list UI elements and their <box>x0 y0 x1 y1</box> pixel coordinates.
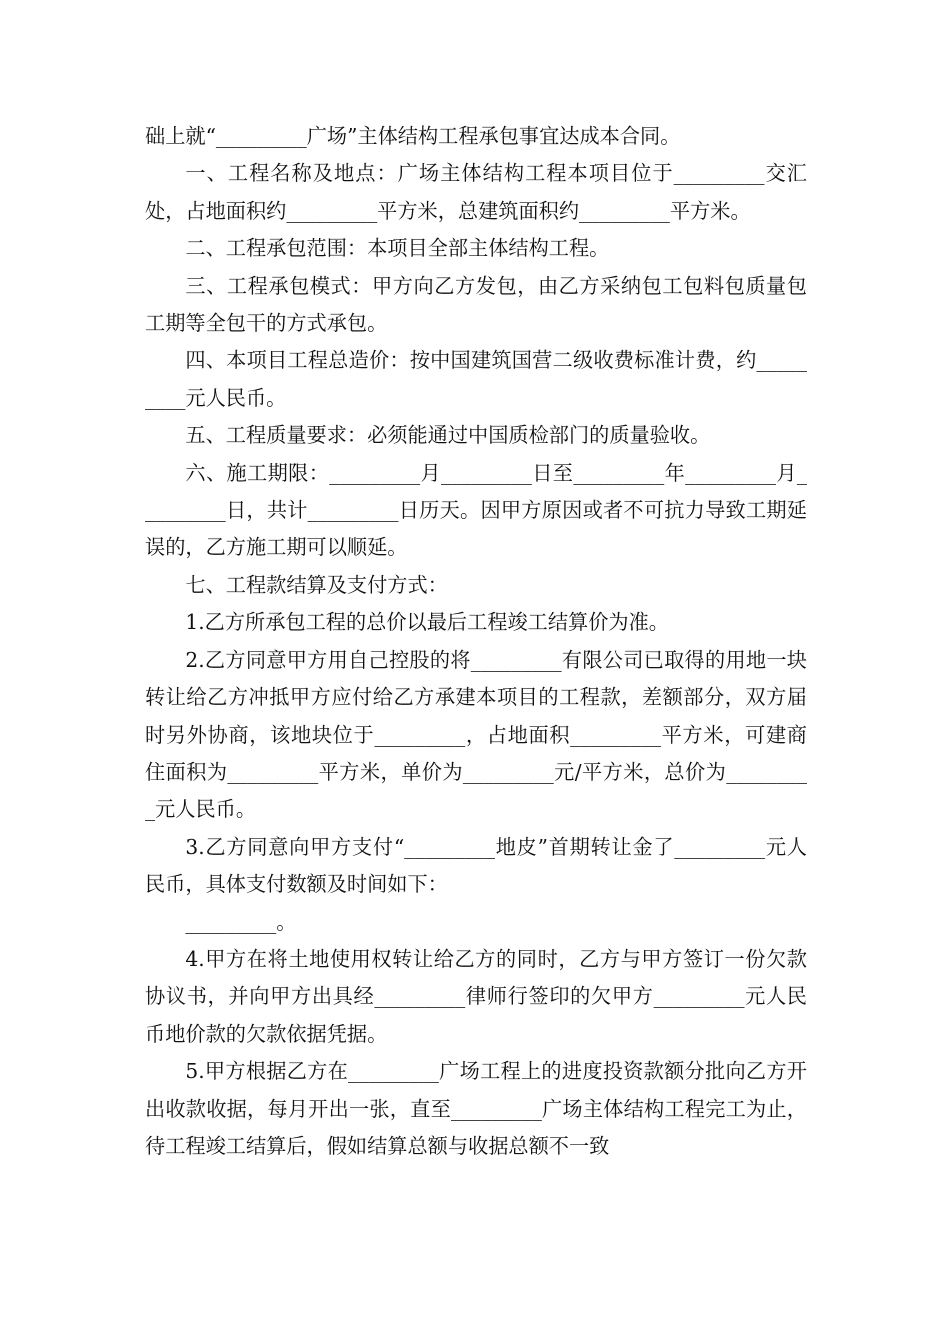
paragraph-text: _________。 <box>185 909 297 934</box>
paragraph-payment-heading <box>145 567 807 604</box>
paragraph-contract-mode <box>145 268 807 343</box>
paragraph-construction-period <box>145 455 807 567</box>
paragraph-clause-5 <box>145 1053 807 1165</box>
paragraph-project-name-location <box>145 155 807 230</box>
paragraph-quality <box>145 417 807 454</box>
paragraph-text: 一、工程名称及地点：广场主体结构工程本项目位于_________交汇处，占地面积约_________平方米，总建筑面积约_________平方米。 <box>145 161 807 223</box>
paragraph-clause-2 <box>145 642 807 829</box>
paragraph-text: 三、工程承包模式：甲方向乙方发包，由乙方采纳包工包料包质量包工期等全包干的方式承包。 <box>145 273 807 336</box>
paragraph-text: 六、施工期限：_________月_________日至_________年_________月_________日，共计_________日历天。因甲方原因或者不可抗力导致工期延误的，乙方施工期可以顺延。 <box>145 460 807 560</box>
paragraph-text: 2.乙方同意甲方用自己控股的将_________有限公司已取得的用地一块转让给乙方冲抵甲方应付给乙方承建本项目的工程款，差额部分，双方届时另外协商，该地块位于_________，占地面积_________平方米，可建商住面积为_________平方米，单价为_________元/平方米，总价为_________元人民币。 <box>145 647 807 822</box>
paragraph-clause-3 <box>145 829 807 904</box>
paragraph-text: 四、本项目工程总造价：按中国建筑国营二级收费标准计费，约_________元人民币。 <box>145 348 807 410</box>
contract-page <box>145 118 807 1165</box>
paragraph-text: 二、工程承包范围：本项目全部主体结构工程。 <box>185 236 610 261</box>
paragraph-text: 1.乙方所承包工程的总价以最后工程竣工结算价为准。 <box>185 610 669 635</box>
paragraph-intro <box>145 118 807 155</box>
paragraph-scope <box>145 230 807 267</box>
paragraph-text: 五、工程质量要求：必须能通过中国质检部门的质量验收。 <box>185 423 711 448</box>
paragraph-total-cost <box>145 342 807 417</box>
paragraph-clause-1 <box>145 604 807 641</box>
paragraph-clause-4 <box>145 941 807 1053</box>
paragraph-text: 5.甲方根据乙方在_________广场工程上的进度投资款额分批向乙方开出收款收据，每月开出一张，直至_________广场主体结构工程完工为止，待工程竣工结算后，假如结算总额与收据总额不一致 <box>145 1059 807 1158</box>
paragraph-payment-blank <box>145 904 807 941</box>
paragraph-text: 4.甲方在将土地使用权转让给乙方的同时，乙方与甲方签订一份欠款协议书，并向甲方出具经_________律师行签印的欠甲方_________元人民币地价款的欠款依据凭据。 <box>145 946 807 1046</box>
paragraph-text: 础上就“_________广场”主体结构工程承包事宜达成本合同。 <box>145 124 681 148</box>
paragraph-text: 七、工程款结算及支付方式： <box>185 572 448 597</box>
paragraph-text: 3.乙方同意向甲方支付“_________地皮”首期转让金了_________元人民币，具体支付数额及时间如下： <box>145 834 807 897</box>
